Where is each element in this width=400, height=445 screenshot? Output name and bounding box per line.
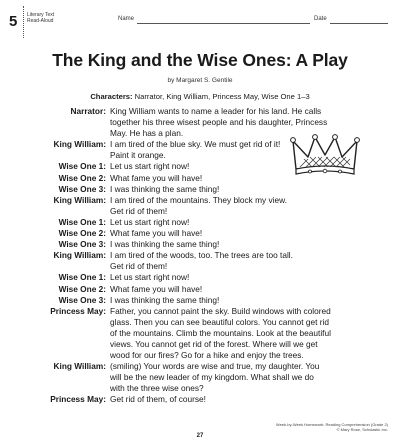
dialogue-text: of the mountains. Climb the mountains. Look at the beautiful	[110, 327, 331, 338]
script-line	[0, 206, 400, 217]
script-line	[0, 106, 400, 117]
script-line	[0, 272, 400, 283]
speaker-name	[0, 350, 110, 361]
script-line	[0, 217, 400, 228]
header-label-line-2: Read-Aloud	[27, 18, 54, 24]
script-line	[0, 195, 400, 206]
crown-icon	[290, 133, 360, 177]
script-line	[0, 250, 400, 261]
dialogue-text: I am tired of the blue sky. We must get rid of it!	[110, 139, 281, 150]
dialogue-text: Father, you cannot paint the sky. Build windows with colored	[110, 305, 331, 316]
speaker-name	[0, 372, 110, 383]
credit-line-1: Week-by-Week Homework: Reading Comprehension (Grade 2)	[275, 422, 388, 427]
script-line	[0, 372, 400, 383]
header-divider	[23, 6, 24, 38]
speaker-name	[0, 383, 110, 394]
dialogue-text: glass. Then you can see beautiful colors. You cannot get rid	[110, 316, 329, 327]
speaker-name	[0, 317, 110, 328]
dialogue-text: Let us start right now!	[110, 272, 190, 283]
speaker-name: Wise One 2:	[58, 283, 106, 294]
speaker-name: King William:	[53, 194, 106, 205]
script-line	[0, 284, 400, 295]
characters-list	[0, 92, 400, 101]
speaker-name: Narrator:	[70, 106, 106, 116]
date-label: Date	[314, 16, 327, 22]
dialogue-text: What fame you will have!	[110, 172, 203, 183]
script-line	[0, 239, 400, 250]
dialogue-text: I am tired of the woods, too. The trees are too tall.	[110, 250, 293, 261]
speaker-name: King William:	[53, 250, 106, 261]
characters-label: Characters:	[90, 92, 133, 101]
speaker-name	[0, 261, 110, 272]
dialogue-text: Let us start right now!	[110, 216, 190, 227]
script-line	[0, 228, 400, 239]
speaker-name: Wise One 1:	[58, 272, 106, 283]
speaker-name: Princess May:	[50, 305, 106, 316]
speaker-name	[0, 128, 110, 139]
speaker-name	[0, 150, 110, 161]
script-line	[0, 306, 400, 317]
dialogue-text: Paint it orange.	[110, 150, 166, 161]
speaker-name: Princess May:	[50, 394, 106, 405]
characters-names: Narrator, King William, Princess May, Wise One 1–3	[134, 92, 310, 101]
speaker-name	[0, 339, 110, 350]
dialogue-text: views. You cannot get rid of the forest. Where will we get	[110, 338, 318, 349]
dialogue-text: with the three wise ones?	[110, 383, 204, 394]
header-section-label	[27, 12, 54, 24]
dialogue-text: What fame you will have!	[110, 228, 203, 239]
speaker-name: Wise One 3:	[58, 183, 106, 194]
script-line	[0, 261, 400, 272]
dialogue-text: Get rid of them, of course!	[110, 394, 206, 405]
dialogue-text: May. He has a plan.	[110, 128, 184, 139]
header-label-line-1: Literary Text	[27, 12, 55, 18]
dialogue-text: I was thinking the same thing!	[110, 183, 220, 194]
dialogue-text: King William wants to name a leader for his land. He calls	[110, 106, 322, 116]
dialogue-text: together his three wisest people and his daughter, Princess	[110, 117, 328, 128]
speaker-name: Wise One 3:	[58, 239, 106, 250]
dialogue-text: wood for our fires? Go for a hike and enjoy the trees.	[110, 350, 304, 361]
speaker-name: Wise One 3:	[58, 294, 106, 305]
copyright-credit	[276, 422, 388, 432]
speaker-name: King William:	[53, 361, 106, 372]
dialogue-text: will be the new leader of my kingdom. What shall we do	[110, 372, 314, 383]
script-line	[0, 361, 400, 372]
script-line	[0, 339, 400, 350]
dialogue-text: Let us start right now!	[110, 161, 190, 172]
script-line	[0, 350, 400, 361]
script-line	[0, 184, 400, 195]
dialogue-text: (smiling) Your words are wise and true, my daughter. You	[110, 361, 320, 372]
name-label: Name	[118, 16, 135, 22]
dialogue-text: Get rid of them!	[110, 205, 168, 216]
dialogue-text: I was thinking the same thing!	[110, 294, 220, 305]
header-page-number: 5	[9, 13, 18, 30]
speaker-name: Wise One 1:	[58, 161, 106, 172]
script-line	[0, 317, 400, 328]
script-line	[0, 394, 400, 405]
script-line	[0, 328, 400, 339]
dialogue-text: Get rid of them!	[110, 261, 168, 272]
script-line	[0, 295, 400, 306]
speaker-name: King William:	[53, 139, 106, 150]
credit-line-2: © Mary Rose, Scholastic Inc.	[336, 427, 388, 432]
dialogue-text: What fame you will have!	[110, 283, 203, 294]
script-line	[0, 117, 400, 128]
speaker-name	[0, 117, 110, 128]
date-blank-line[interactable]	[330, 23, 388, 24]
speaker-name: Wise One 2:	[58, 228, 106, 239]
speaker-name: Wise One 1:	[58, 216, 106, 227]
dialogue-text: I was thinking the same thing!	[110, 239, 220, 250]
play-title: The King and the Wise Ones: A Play	[52, 50, 348, 70]
author-credit: by Margaret S. Gentile	[167, 77, 233, 84]
speaker-name	[0, 328, 110, 339]
dialogue-text: I am tired of the mountains. They block my view.	[110, 194, 287, 205]
speaker-name	[0, 206, 110, 217]
speaker-name: Wise One 2:	[58, 172, 106, 183]
name-blank-line[interactable]	[137, 23, 310, 24]
script-line	[0, 383, 400, 394]
footer-page-number: 27	[196, 433, 204, 439]
